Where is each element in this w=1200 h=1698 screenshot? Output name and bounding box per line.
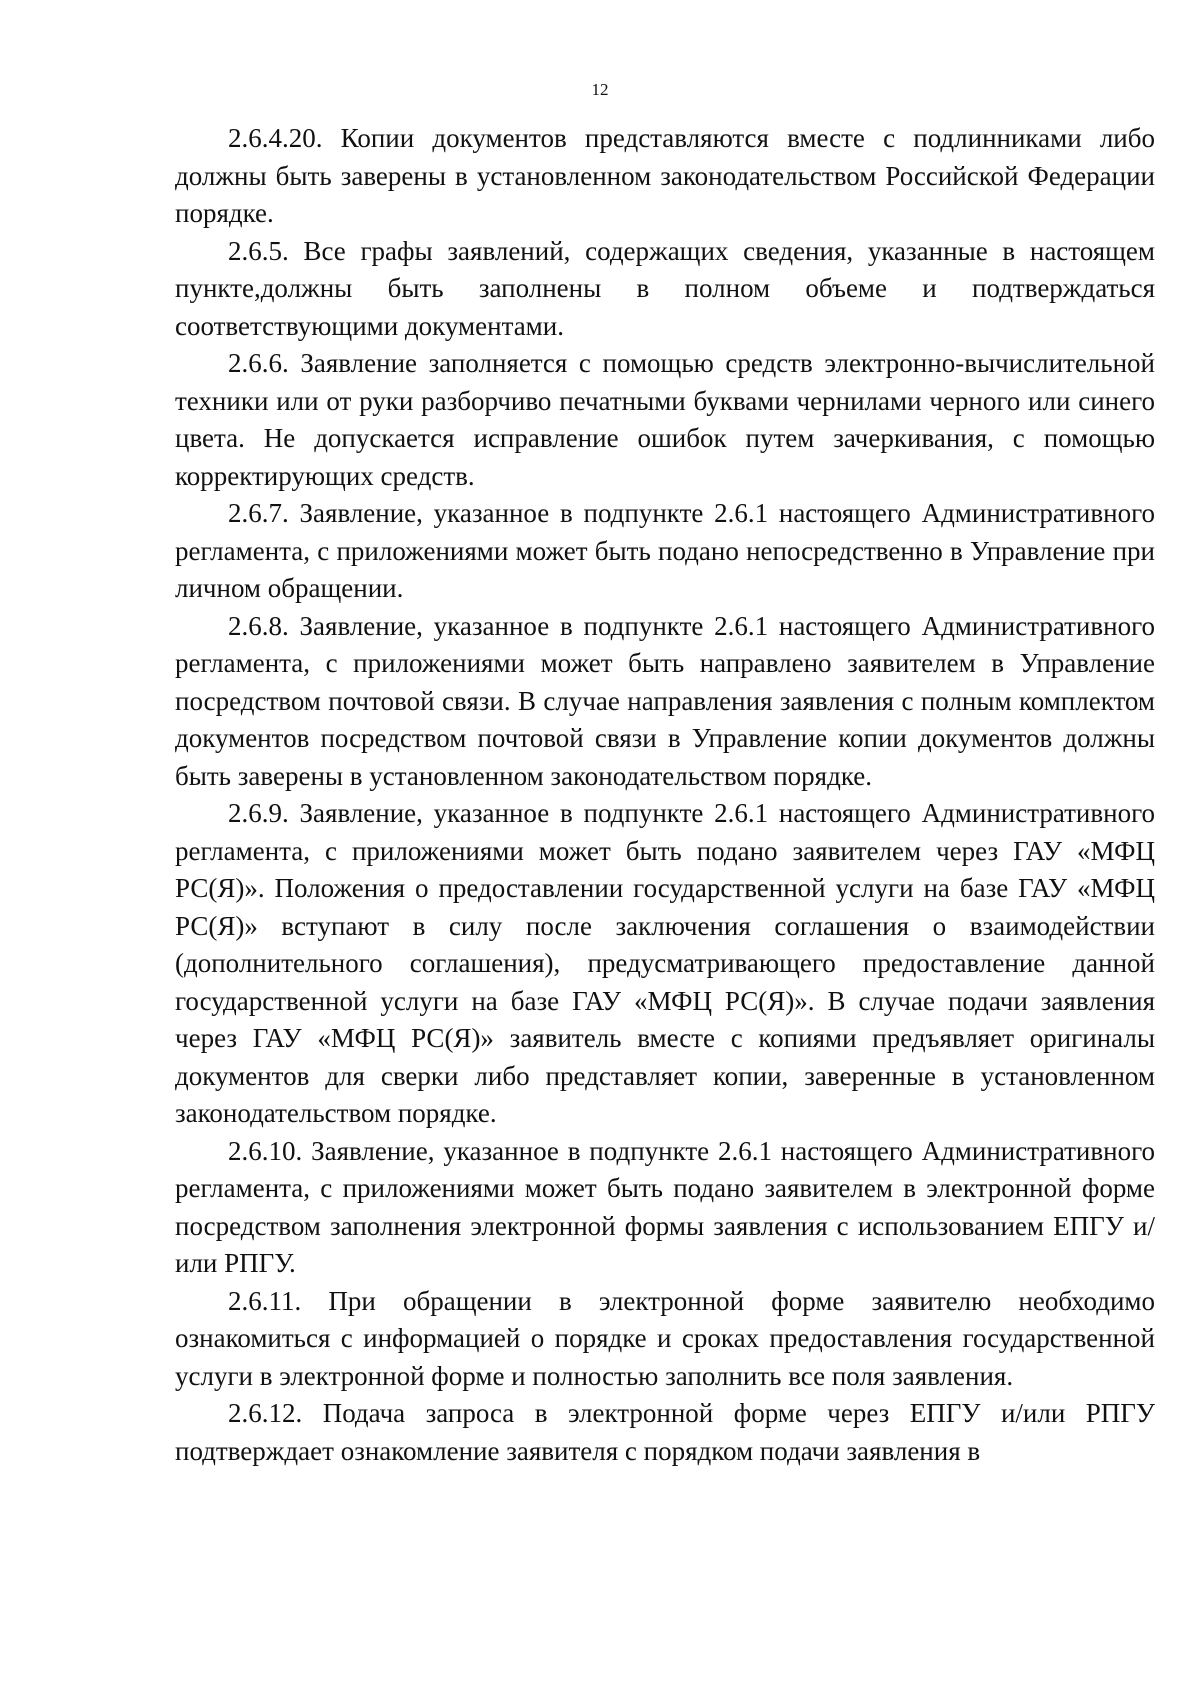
paragraph-2-6-6: 2.6.6. Заявление заполняется с помощью средств электронно-вычислительной техники или от руки разборчиво печатными буквами чернилами черного или синего цвета. Не допускается исправление ошибок путем зачеркивания, с помощью корректирующих средств. (175, 348, 1155, 491)
paragraph-2-6-5: 2.6.5. Все графы заявлений, содержащих сведения, указанные в настоящем пункте,должны быть заполнены в полном объеме и подтверждаться соответствующими документами. (175, 235, 1155, 341)
paragraph-2-6-9: 2.6.9. Заявление, указанное в подпункте 2.6.1 настоящего Административного регламента, с приложениями может быть подано заявителем через ГАУ «МФЦ РС(Я)». Положения о предоставлении государственной услуги на базе ГАУ «МФЦ РС(Я)» вступают в силу после заключения соглашения о взаимодействии (дополнительного соглашения), предусматривающего предоставление данной государственной услуги на базе ГАУ «МФЦ РС(Я)». В случае подачи заявления через ГАУ «МФЦ РС(Я)» заявитель вместе с копиями предъявляет оригиналы документов для сверки либо представляет копии, заверенные в установленном законодательством порядке. (175, 798, 1155, 1128)
paragraph-2-6-12: 2.6.12. Подача запроса в электронной форме через ЕПГУ и/или РПГУ подтверждает ознакомление заявителя с порядком подачи заявления в (175, 1398, 1155, 1466)
page-number: 12 (591, 80, 609, 99)
paragraph-2-6-4-20: 2.6.4.20. Копии документов представляются вместе с подлинниками либо должны быть заверены в установленном законодательством Российской Федерации порядке. (175, 123, 1155, 228)
paragraph-2-6-8: 2.6.8. Заявление, указанное в подпункте 2.6.1 настоящего Административного регламента, с приложениями может быть направлено заявителем в Управление посредством почтовой связи. В случае направления заявления с полным комплектом документов посредством почтовой связи в Управление копии документов должны быть заверены в установленном законодательством порядке. (175, 610, 1155, 791)
paragraph-2-6-7: 2.6.7. Заявление, указанное в подпункте 2.6.1 настоящего Административного регламента, с приложениями может быть подано непосредственно в Управление при личном обращении. (175, 498, 1155, 603)
paragraph-2-6-11: 2.6.11. При обращении в электронной форме заявителю необходимо ознакомиться с информацией о порядке и сроках предоставления государственной услуги в электронной форме и полностью заполнить все поля заявления. (175, 1285, 1155, 1391)
paragraph-2-6-10: 2.6.10. Заявление, указанное в подпункте 2.6.1 настоящего Административного регламента, с приложениями может быть подано заявителем в электронной форме посредством заполнения электронной формы заявления с использованием ЕПГУ и/или РПГУ. (175, 1135, 1155, 1278)
document-body (175, 120, 1155, 1470)
